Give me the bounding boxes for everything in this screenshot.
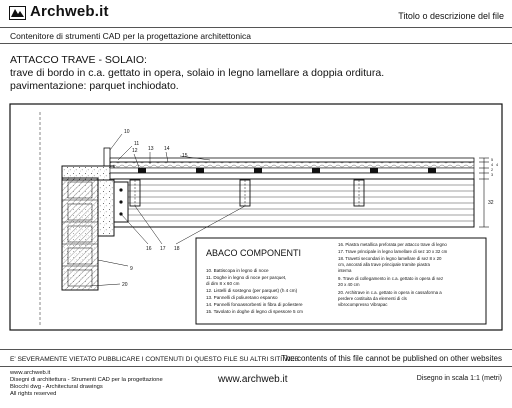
legend-item: cm, ancorati alla trave principale tramite piastra (338, 262, 430, 267)
legend-item: 14. Pannelli fonoassorbenti in fibra di poliestere (206, 302, 303, 307)
dim-label: 32 (488, 200, 494, 206)
legend-item: interna (338, 268, 352, 273)
dim-label: 3 (491, 173, 494, 177)
footer-website-center: www.archweb.it (218, 374, 288, 385)
legend-item: vibrocompresso Vibrapac (338, 302, 388, 307)
floor-layers (110, 158, 474, 179)
legend-box (196, 238, 486, 324)
subtitle-divider (0, 43, 512, 44)
footer-divider-bottom (0, 366, 512, 367)
legend-item: 16. Piastra metallica preforata per attacco trave di legno (338, 242, 447, 247)
callout-11: 11 (134, 141, 140, 147)
callout-10: 10 (124, 129, 130, 135)
legend-item: 11. Doghe in legno di noce per parquet, (206, 275, 287, 280)
footer-rights: All rights reserved (10, 391, 57, 397)
legend-item: perdere costituita da elementi di cls (338, 296, 407, 301)
drawing-scale: Disegno in scala 1:1 (metri) (416, 375, 502, 382)
legend-item: 20 x 40 cm (338, 282, 360, 287)
callout-9: 9 (130, 266, 133, 272)
archweb-logo-icon (9, 6, 26, 20)
legend-item: 9. Trave di collegamento in c.a. gettato in opera di sez (338, 276, 444, 281)
warning-italian: E' SEVERAMENTE VIETATO PUBBLICARE I CONTENUTI DI QUESTO FILE SU ALTRI SITI WEB (10, 356, 299, 363)
callout-17: 17 (160, 246, 166, 252)
description-line-1: ATTACCO TRAVE - SOLAIO: (10, 54, 147, 66)
callout-13: 13 (148, 146, 154, 152)
legend-item: 10. Battiscopa in legno di noce (206, 268, 269, 273)
legend-item: 13. Pannelli di poliuretano espanso (206, 295, 278, 300)
dim-label: 2 (491, 168, 494, 172)
footer-line: Disegni di architettura - Strumenti CAD per la progettazione (10, 377, 163, 383)
footer-website: www.archweb.it (10, 370, 51, 376)
legend-item: 15. Tavolato in doghe di legno di spessore 5 cm (206, 309, 303, 314)
description-line-2: trave di bordo in c.a. gettato in opera, solaio in legno lamellare a doppia orditura. (10, 67, 385, 79)
masonry-column (62, 178, 98, 290)
callout-18: 18 (174, 246, 180, 252)
legend-item: 18. Travetti secondari in legno lamellare di sez 8 x 20 (338, 256, 442, 261)
header-divider (0, 27, 512, 28)
legend-item: 12. Listelli di sostegno (per parquet) (h 4 cm) (206, 288, 298, 293)
legend-item: 17. Trave principale in legno lamellare di sez 10 x 32 cm (338, 249, 448, 254)
dim-label: 4 (491, 163, 494, 167)
callout-14: 14 (164, 146, 170, 152)
cad-section-drawing (0, 100, 512, 336)
legend-title: ABACO COMPONENTI (206, 248, 302, 258)
dim-label: 5 (491, 158, 494, 162)
baseboard (104, 148, 110, 166)
description-line-3: pavimentazione: parquet inchiodato. (10, 80, 179, 92)
callout-12: 12 (132, 148, 138, 154)
callout-15: 15 (182, 153, 188, 159)
dimension-chain (479, 158, 498, 227)
warning-english: The contents of this file cannot be published on other websites (280, 354, 502, 363)
legend-item: di dim 8 x 60 cm (206, 281, 240, 286)
footer-divider-top (0, 349, 512, 350)
file-title: Titolo o descrizione del file (398, 11, 504, 21)
main-beam (114, 179, 474, 227)
legend-item: 20. Architrave in c.a. gettato in opera in cassaforma a (338, 290, 442, 295)
dim-label: 4 (496, 163, 499, 167)
subtitle: Contenitore di strumenti CAD per la progettazione architettonica (10, 31, 251, 41)
callout-16: 16 (146, 246, 152, 252)
callout-20: 20 (122, 282, 128, 288)
brand-name: Archweb.it (30, 3, 109, 20)
footer-line: Blocchi dwg - Architectural drawings (10, 384, 103, 390)
